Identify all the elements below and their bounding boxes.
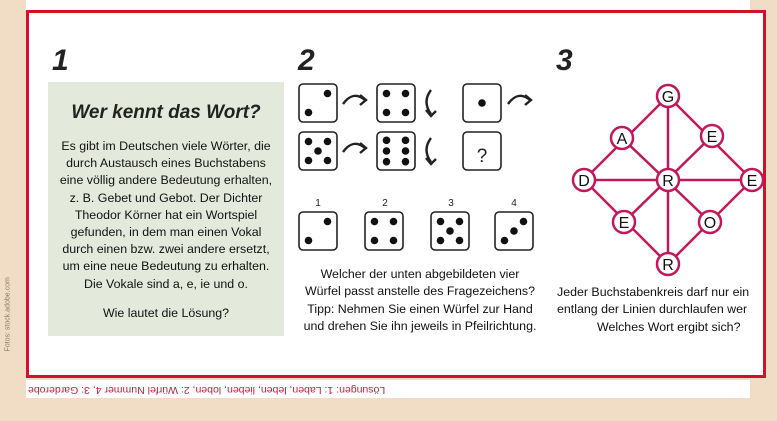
die	[463, 84, 501, 122]
puzzle-1-title: Wer kennt das Wort?	[71, 102, 261, 123]
die-pip	[437, 218, 445, 226]
die-pip	[324, 90, 332, 98]
option-die	[299, 212, 337, 250]
die-pip	[510, 227, 518, 235]
die-pip	[324, 138, 332, 146]
arrow-head-icon	[360, 143, 366, 153]
die-pip	[305, 138, 313, 146]
option-label: 2	[382, 198, 388, 209]
caption-line: Welcher der unten abgebildeten vier	[320, 267, 520, 281]
die-pip	[520, 218, 528, 226]
letter-node-label: R	[662, 257, 674, 274]
puzzle-1-number: 1	[52, 44, 69, 77]
die-pip	[390, 237, 398, 245]
die-pip	[383, 158, 391, 166]
option-label: 4	[511, 198, 517, 209]
puzzle-1-box	[48, 82, 284, 336]
puzzle-2-caption	[296, 266, 544, 336]
body-line: gefunden, in dem man einen Vokal	[70, 225, 262, 240]
die-pip	[305, 157, 313, 165]
caption-line: Jeder Buchstabenkreis darf nur ein	[557, 285, 750, 299]
die-pip	[390, 218, 398, 226]
letter-node-label: E	[618, 215, 630, 232]
option-label: 3	[448, 198, 454, 209]
die-pip	[371, 218, 379, 226]
letter-diamond	[560, 82, 758, 282]
arrow-head-icon	[360, 95, 366, 105]
option-die	[365, 212, 403, 250]
caption-line: Würfel passt anstelle des Fragezeichens?	[304, 284, 536, 299]
die-pip	[305, 109, 313, 117]
photo-credit: Fotos: stock.adobe.com	[4, 277, 12, 352]
letter-node-label: E	[706, 129, 718, 146]
unknown-die-mark: ?	[476, 146, 488, 167]
body-line: durch einen bzw. zwei andere ersetzt,	[62, 242, 270, 257]
dice-puzzle	[295, 82, 545, 262]
top-strip	[26, 0, 750, 10]
puzzle-3-caption	[557, 284, 777, 336]
letter-node-label: A	[616, 131, 628, 148]
solutions-strip	[26, 380, 750, 398]
die	[299, 132, 337, 170]
body-line: Es gibt im Deutschen viele Wörter, die	[61, 139, 271, 153]
die-pip	[324, 157, 332, 165]
die-pip	[402, 158, 410, 166]
die-pip	[324, 218, 332, 226]
caption-line: und drehen Sie ihn jeweils in Pfeilrichtung.	[303, 319, 537, 334]
die-pip	[402, 90, 410, 98]
body-line: z. B. Gebet und Gebot. Der Dichter	[69, 190, 263, 205]
die-pip	[402, 109, 410, 117]
body-line: Theodor Körner hat ein Wortspiel	[74, 207, 258, 222]
caption-line: Welches Wort ergibt sich?	[597, 319, 741, 334]
die-pip	[383, 109, 391, 117]
die-pip	[371, 237, 379, 245]
puzzle-1-body	[54, 138, 278, 293]
body-line: Die Vokale sind a, e, ie und o.	[84, 276, 248, 291]
die-pip	[478, 99, 486, 107]
caption-line: entlang der Linien durchlaufen wer	[557, 302, 748, 317]
option-die	[431, 212, 469, 250]
die	[299, 84, 337, 122]
letter-node-label: R	[662, 173, 674, 190]
body-line: eine völlig andere Bedeutung erhalten,	[59, 173, 273, 188]
die-pip	[446, 227, 454, 235]
arrow-head-icon	[525, 95, 531, 105]
die	[377, 132, 415, 170]
letter-node-label: E	[746, 173, 758, 190]
die-pip	[383, 137, 391, 145]
puzzle-1-question: Wie lautet die Lösung?	[102, 306, 230, 320]
body-line: um eine neue Bedeutung zu erhalten.	[62, 259, 270, 274]
puzzle-2-number: 2	[298, 44, 315, 77]
die-pip	[402, 147, 410, 155]
body-line: durch Austausch eines Buchstabens	[66, 156, 266, 171]
puzzle-3-number: 3	[556, 44, 573, 77]
option-die	[495, 212, 533, 250]
caption-line: Tipp: Nehmen Sie einen Würfel zur Hand	[307, 301, 533, 316]
die-pip	[305, 237, 313, 245]
solutions-text: Lösungen: 1: Laben, leben, lieben, loben, 2: Würfel Nummer 4, 3: Garderobe	[28, 384, 386, 396]
die-pip	[437, 237, 445, 245]
letter-node-label: O	[703, 215, 717, 232]
die-pip	[456, 218, 464, 226]
die-pip	[314, 147, 322, 155]
option-label: 1	[315, 198, 321, 209]
die-pip	[383, 147, 391, 155]
die-pip	[402, 137, 410, 145]
die-pip	[456, 237, 464, 245]
letter-node-label: G	[661, 89, 675, 106]
die-pip	[501, 237, 509, 245]
die-pip	[383, 90, 391, 98]
die	[377, 84, 415, 122]
letter-node-label: D	[578, 173, 590, 190]
